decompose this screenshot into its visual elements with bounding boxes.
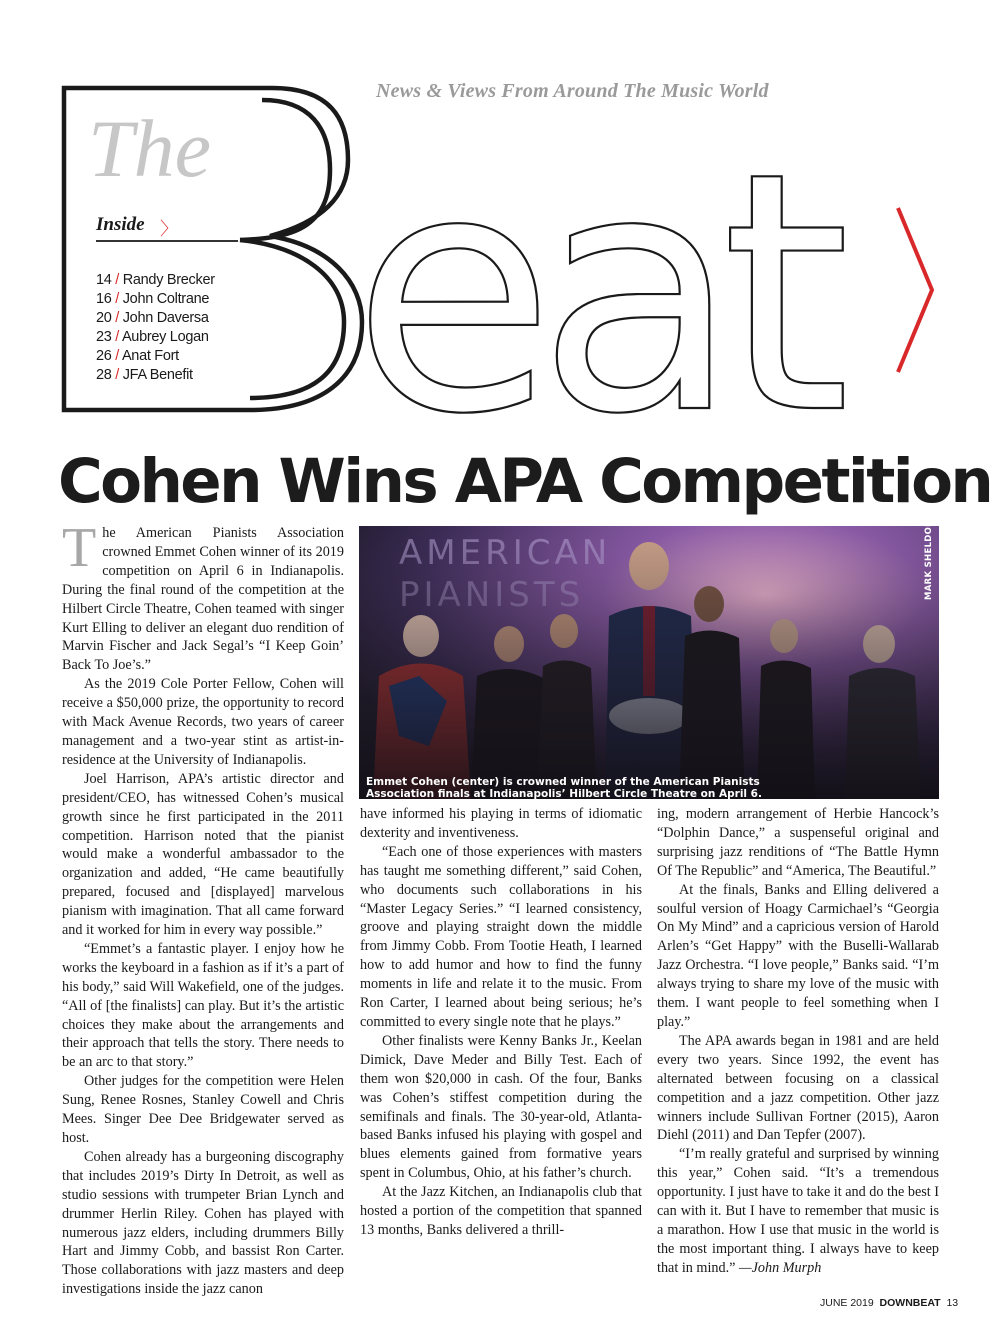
photo-illustration xyxy=(359,526,939,799)
article-headline: Cohen Wins APA Competition xyxy=(58,446,992,517)
toc-slash: / xyxy=(115,272,119,288)
article-paragraph: The APA awards began in 1981 and are held every two years. Since 1992, the event has alternated between focusing on a classical competition and a jazz competition. Other jazz winners include Sullivan Fortner (2015), Aaron Diehl (2011) and Dan Tepfer (2007). xyxy=(657,1032,939,1144)
article-paragraph: “Each one of those experiences with masters has taught me something different,” said Cohen, who documents such collaborations in his “Master Legacy Series.” “I learned consistency, groove and playing straight down the middle from Jimmy Cobb. From Tootie Heath, I learned how to add humor and how to find the funny moments in life and relate it to the music. From Ron Carter, I learned about being serious; he’s committed to every single note that he plays.” xyxy=(360,843,642,1030)
article-paragraph: “Emmet’s a fantastic player. I enjoy how he works the keyboard in a fashion as if it’s a part of his body,” said Will Wakefield, one of the judges. “All of [the finalists] can play. But it’s the artistic choices they make about the arrangements and their approach that tells the story. There needs to be an arc to that story.” xyxy=(62,940,344,1071)
toc-page: 26 xyxy=(96,348,112,364)
toc-title: Aubrey Logan xyxy=(121,329,209,345)
table-of-contents xyxy=(96,271,296,385)
article-column-1 xyxy=(62,517,344,1299)
footer-magazine: DOWNBEAT xyxy=(879,1297,941,1309)
toc-page: 16 xyxy=(96,291,112,307)
article-column-2 xyxy=(360,805,642,1240)
footer-issue: JUNE 2019 xyxy=(820,1297,874,1309)
inside-chevron-icon: 〉 xyxy=(160,219,178,240)
toc-page: 14 xyxy=(96,272,112,288)
toc-slash: / xyxy=(115,291,119,307)
article-paragraph: As the 2019 Cole Porter Fellow, Cohen will receive a $50,000 prize, the opportunity to record with Mack Avenue Records, two years of career management and a two-year stint as artist-in-residence at the University of Indianapolis. xyxy=(62,676,344,768)
beat-chevron-icon xyxy=(898,208,932,372)
article-photo xyxy=(359,526,939,799)
footer-page-number: 13 xyxy=(946,1297,959,1309)
photo-credit-text: MARK SHELDON xyxy=(924,519,934,600)
beat-letters xyxy=(352,102,845,430)
drop-cap: T xyxy=(62,517,97,579)
article-column-3 xyxy=(657,805,939,1278)
svg-text:eat: eat xyxy=(352,102,833,430)
tagline: News & Views From Around The Music World xyxy=(376,80,769,102)
inside-rule xyxy=(96,240,238,242)
toc-title: Randy Brecker xyxy=(122,272,215,288)
toc-item[interactable] xyxy=(96,366,296,385)
toc-page: 20 xyxy=(96,310,112,326)
toc-slash: / xyxy=(115,329,119,345)
toc-slash: / xyxy=(115,367,119,383)
article-paragraph xyxy=(62,517,344,675)
paragraph-text: “I’m really grateful and surprised by winning this year,” Cohen said. “It’s a tremendous opportunity. I just have to take it and do the best I can with it. But I have to remember that music is a marathon. How I use that music in the world is the most important thing. I always have to keep that in mind.” xyxy=(657,1146,939,1276)
photo-caption: Emmet Cohen (center) is crowned winner of the American Pianists Association finals at Indianapolis’ Hilbert Circle Theatre on April 6. xyxy=(366,776,762,800)
article-paragraph: At the Jazz Kitchen, an Indianapolis club that hosted a portion of the competition that spanned 13 months, Banks delivered a thrill- xyxy=(360,1184,642,1238)
photo-credit xyxy=(922,519,936,600)
toc-item[interactable] xyxy=(96,328,296,347)
toc-page: 23 xyxy=(96,329,112,345)
toc-title: John Daversa xyxy=(122,310,209,326)
toc-item[interactable] xyxy=(96,309,296,328)
page-footer xyxy=(820,1297,958,1309)
article-paragraph: At the finals, Banks and Elling delivered a soulful version of Hoagy Carmichael’s “Georgia On My Mind” and a capricious version of Harold Arlen’s “Get Happy” with the Buselli-Wallarab Jazz Orchestra. “I love people,” Banks said. “I’m always trying to share my love of the music with them. I want people to feel something when I play.” xyxy=(657,881,939,1030)
article-paragraph: Cohen already has a burgeoning discography that includes 2019’s Dirty In Detroit, as well as studio sessions with trumpeter Brian Lynch and drummer Herlin Riley. Cohen has played with numerous jazz elders, including drummers Billy Hart and Jimmy Cobb, and bassist Ron Carter. Those collaborations with jazz masters and deep investigations inside the jazz canon xyxy=(62,1148,344,1298)
article-paragraph: Other judges for the competition were Helen Sung, Renee Rosnes, Stanley Cowell and Chris Mees. Singer Dee Dee Bridgewater served as host. xyxy=(62,1073,344,1146)
article-paragraph: have informed his playing in terms of idiomatic dexterity and inventiveness. xyxy=(360,806,642,841)
toc-slash: / xyxy=(115,310,119,326)
toc-slash: / xyxy=(115,348,119,364)
article-paragraph: ing, modern arrangement of Herbie Hancock’s “Dolphin Dance,” a suspenseful original and surprising jazz renditions of “The Battle Hymn Of The Republic” and “America, The Beautiful.” xyxy=(657,806,939,879)
toc-item[interactable] xyxy=(96,271,296,290)
toc-item[interactable] xyxy=(96,290,296,309)
article-paragraph xyxy=(657,1145,939,1277)
toc-title: John Coltrane xyxy=(122,291,210,307)
toc-title: JFA Benefit xyxy=(122,367,193,383)
toc-page: 28 xyxy=(96,367,112,383)
toc-item[interactable] xyxy=(96,347,296,366)
masthead-the: The xyxy=(88,103,211,194)
toc-title: Anat Fort xyxy=(121,348,179,364)
paragraph-text: he American Pianists Association crowned Emmet Cohen winner of its 2019 competition on April 6 in Indianapolis. During the final round of the competition at the Hilbert Circle Theatre, Cohen teamed with singer Kurt Elling to deliver an elegant duo rendition of Marvin Fischer and Jack Segal’s “I Keep Goin’ Back To Joe’s.” xyxy=(62,525,344,674)
article-paragraph: Other finalists were Kenny Banks Jr., Keelan Dimick, Dave Meder and Billy Test. Each of them won $20,000 in cash. Of the four, Banks was Cohen’s stiffest competition during the semifinals and finals. The 30-year-old, Atlanta-based Banks infused his playing with gospel and blues elements gained from formative years spent in Columbus, Ohio, at his father’s church. xyxy=(360,1032,642,1182)
article-paragraph: Joel Harrison, APA’s artistic director and president/CEO, has witnessed Cohen’s musical growth since he first participated in the 2011 competition. Harrison noted that the pianist would make a wonderful ambassador to the organization and added, “He came beautifully prepared, focused and [displayed] marvelous pianism with imagination. That all came forward and it worked for him in every way possible.” xyxy=(62,770,344,939)
inside-label: Inside xyxy=(96,214,145,235)
byline: —John Murph xyxy=(738,1259,822,1276)
